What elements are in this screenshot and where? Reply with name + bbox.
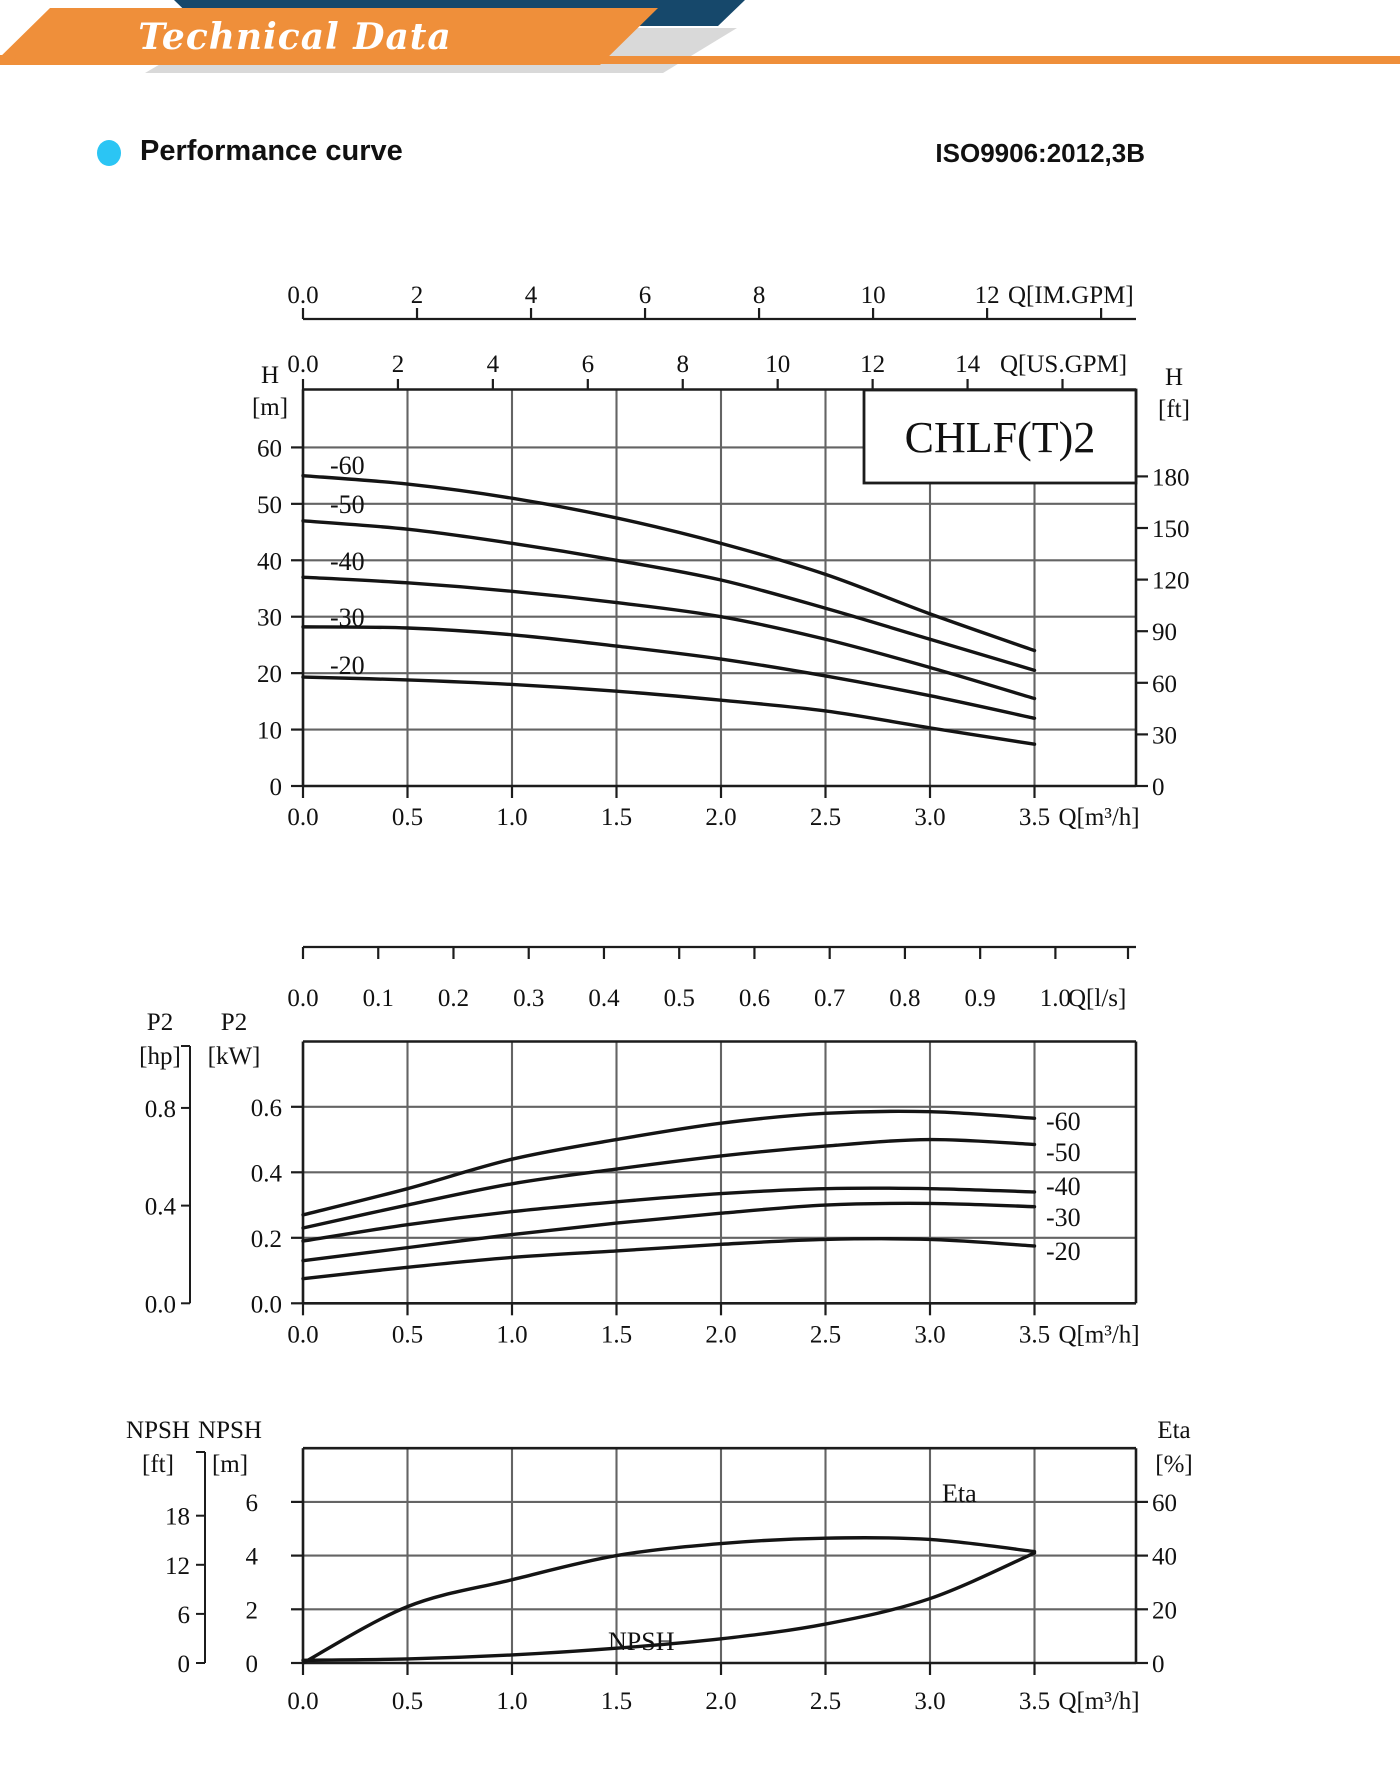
- y-tick-label-left: 10: [257, 717, 282, 745]
- im-tick-label: 6: [638, 282, 652, 309]
- ls-tick-label: 0.9: [964, 985, 996, 1012]
- im-tick-label: 8: [752, 282, 766, 309]
- y-axis-title-kw: [kW]: [207, 1043, 261, 1070]
- y-tick-label-kw: 0.4: [250, 1160, 282, 1188]
- ft-tick-label: 12: [165, 1552, 190, 1580]
- axis-l-s: [287, 947, 1136, 1012]
- ft-tick-label: 6: [177, 1601, 190, 1629]
- us-tick-label: 12: [860, 351, 886, 378]
- axis-us-gpm: [287, 351, 1127, 390]
- curve-label-npsh: NPSH: [608, 1627, 675, 1656]
- y-tick-label-left: 0: [269, 774, 282, 801]
- x-tick-label: 3.5: [1018, 804, 1051, 831]
- x-tick-label: 0.5: [391, 1321, 424, 1349]
- y-tick-label-m: 0: [245, 1651, 258, 1678]
- us-tick-label: 2: [391, 351, 405, 378]
- y-tick-label-left: 20: [257, 661, 282, 689]
- curve-label: -20: [330, 651, 365, 680]
- x-tick-label: 2.5: [809, 1321, 842, 1349]
- curve-label-eta: Eta: [942, 1479, 977, 1508]
- x-tick-label: 2.0: [705, 1688, 737, 1715]
- y-tick-label-left: 60: [257, 435, 282, 463]
- curve--60: [303, 476, 1035, 651]
- y-axis-title-left: [m]: [251, 394, 289, 421]
- section-title: Performance curve: [140, 135, 403, 167]
- y-axis-title-kw: P2: [220, 1009, 248, 1036]
- y-tick-label-right: 90: [1152, 619, 1177, 647]
- im-tick-label: 10: [860, 282, 886, 309]
- curve--40: [303, 1188, 1035, 1241]
- us-tick-label: 10: [765, 351, 791, 378]
- x-tick-label: 2.5: [809, 1688, 842, 1715]
- y-tick-label-right: 150: [1152, 516, 1190, 544]
- y-tick-label-eta: 0: [1152, 1651, 1165, 1678]
- x-tick-label: 0.5: [391, 1688, 424, 1715]
- axis-im-gpm: [287, 282, 1136, 319]
- model-box: [864, 390, 1136, 483]
- us-axis-title: Q[US.GPM]: [1000, 351, 1128, 378]
- x-tick-label: 1.0: [496, 804, 528, 831]
- hp-tick-label: 0.8: [144, 1095, 176, 1123]
- y-axis-title-npsh-m: [m]: [211, 1451, 249, 1478]
- x-tick-label: 3.0: [914, 1688, 946, 1715]
- us-tick-label: 8: [676, 351, 690, 378]
- curve-label: -30: [1046, 1203, 1081, 1232]
- y-tick-label-kw: 0.6: [250, 1094, 282, 1122]
- us-tick-label: 0.0: [287, 351, 319, 378]
- im-tick-label: 4: [524, 282, 538, 309]
- curve--20: [303, 677, 1035, 744]
- x-axis: [287, 1303, 1139, 1348]
- ls-tick-label: 0.3: [513, 985, 545, 1012]
- us-tick-label: 4: [486, 351, 500, 378]
- chart-power: [139, 1009, 1139, 1348]
- curve--50: [303, 521, 1035, 671]
- model-label: CHLF(T)2: [904, 413, 1096, 462]
- x-axis-title: Q[m³/h]: [1058, 804, 1140, 831]
- im-tick-label: 12: [974, 282, 1000, 309]
- y-axis-title-right: H: [1164, 364, 1184, 391]
- ft-tick-label: 18: [165, 1503, 190, 1531]
- curve-label: -40: [1046, 1172, 1081, 1201]
- ls-tick-label: 0.8: [889, 985, 921, 1012]
- x-tick-label: 3.5: [1018, 1688, 1051, 1715]
- chart-npsh-eta: [126, 1417, 1193, 1715]
- us-tick-label: 6: [581, 351, 595, 378]
- y-tick-label-eta: 60: [1152, 1489, 1177, 1517]
- im-tick-label: 0.0: [287, 282, 319, 309]
- x-tick-label: 3.5: [1018, 1321, 1051, 1349]
- ls-tick-label: 0.2: [437, 985, 470, 1012]
- curve-label: -50: [1046, 1138, 1081, 1167]
- hidden: [534, 947, 1134, 959]
- ls-tick-label: 0.7: [814, 985, 846, 1012]
- x-tick-label: 3.0: [914, 804, 946, 831]
- y-tick-label-kw: 0.2: [250, 1225, 282, 1253]
- curves: [303, 1111, 1035, 1278]
- y-tick-label-eta: 40: [1152, 1543, 1177, 1571]
- x-tick-label: 2.5: [809, 804, 842, 831]
- y-tick-label-m: 6: [245, 1489, 258, 1517]
- y-tick-label-left: 40: [257, 548, 282, 576]
- ls-tick-label: 0.1: [362, 985, 394, 1012]
- banner-title: Technical Data: [138, 16, 452, 58]
- x-tick-label: 0.0: [287, 1321, 319, 1349]
- curve-label: -50: [330, 490, 365, 519]
- axis-hp: [145, 1046, 190, 1318]
- ls-tick-label: 1.0: [1039, 985, 1072, 1012]
- x-axis: [287, 1663, 1139, 1715]
- x-axis-title: Q[m³/h]: [1058, 1688, 1140, 1715]
- y-axis-title-right: [ft]: [1158, 396, 1190, 423]
- y-tick-label-right: 120: [1152, 567, 1190, 595]
- ls-tick-label: 0.6: [738, 985, 771, 1012]
- y-tick-label-right: 60: [1152, 670, 1177, 698]
- ls-tick-label: 0.0: [287, 985, 319, 1012]
- grid: [303, 1448, 1136, 1663]
- curve-label: -60: [1046, 1107, 1081, 1136]
- im-axis-title: Q[IM.GPM]: [1008, 282, 1134, 309]
- im-tick-label: 2: [410, 282, 424, 309]
- y-tick-label-left: 50: [257, 491, 282, 519]
- y-tick-label-right: 0: [1152, 774, 1165, 801]
- x-tick-label: 2.0: [705, 1321, 737, 1349]
- ls-axis-title: Q[l/s]: [1068, 985, 1127, 1012]
- curve--20: [303, 1239, 1035, 1279]
- y-tick-label-right: 30: [1152, 722, 1177, 750]
- y-axis-title-npsh-m: NPSH: [198, 1417, 262, 1444]
- ls-tick-label: 0.5: [663, 985, 695, 1012]
- y-tick-label-eta: 20: [1152, 1597, 1177, 1625]
- x-tick-label: 0.0: [287, 804, 319, 831]
- x-tick-label: 0.0: [287, 1688, 319, 1715]
- ls-tick-label: 0.4: [588, 985, 620, 1012]
- curves: [303, 476, 1035, 745]
- x-axis-title: Q[m³/h]: [1058, 1321, 1140, 1349]
- chart-head: [252, 282, 1190, 1012]
- y-tick-label-m: 4: [245, 1543, 258, 1571]
- iso-standard-label: ISO9906:2012,3B: [935, 138, 1145, 168]
- y-axis-title-left: H: [260, 362, 280, 389]
- y-tick-label-right: 180: [1152, 464, 1190, 492]
- y-axis-title-eta: [%]: [1155, 1451, 1193, 1478]
- x-tick-label: 0.5: [391, 804, 424, 831]
- x-axis: [287, 786, 1139, 831]
- x-tick-label: 1.0: [496, 1321, 528, 1349]
- y-axis-title-npsh-ft: NPSH: [126, 1417, 190, 1444]
- ft-tick-label: 0: [177, 1651, 190, 1678]
- y-axis-title-hp: [hp]: [139, 1043, 181, 1070]
- hp-tick-label: 0.4: [144, 1193, 176, 1221]
- y-tick-label-m: 2: [245, 1597, 258, 1625]
- x-tick-label: 3.0: [914, 1321, 946, 1349]
- curve-label: -40: [330, 547, 365, 576]
- x-tick-label: 1.0: [496, 1688, 528, 1715]
- hp-tick-label: 0.0: [144, 1291, 176, 1319]
- curve--30: [303, 1203, 1035, 1260]
- us-tick-label: 14: [955, 351, 981, 378]
- y-axis-title-eta: Eta: [1157, 1417, 1191, 1444]
- y-axis-title-hp: P2: [146, 1009, 174, 1036]
- curve-label: -30: [330, 603, 365, 632]
- y-tick-label-left: 30: [257, 604, 282, 632]
- x-tick-label: 1.5: [600, 1688, 633, 1715]
- axis-npsh-ft: [165, 1452, 205, 1678]
- curve--50: [303, 1140, 1035, 1228]
- curve-label: -60: [330, 451, 365, 480]
- x-tick-label: 2.0: [705, 804, 737, 831]
- y-tick-label-kw: 0.0: [250, 1291, 282, 1319]
- y-axis-title-npsh-ft: [ft]: [142, 1451, 174, 1478]
- x-tick-label: 1.5: [600, 1321, 633, 1349]
- curve-label: -20: [1046, 1237, 1081, 1266]
- x-tick-label: 1.5: [600, 804, 633, 831]
